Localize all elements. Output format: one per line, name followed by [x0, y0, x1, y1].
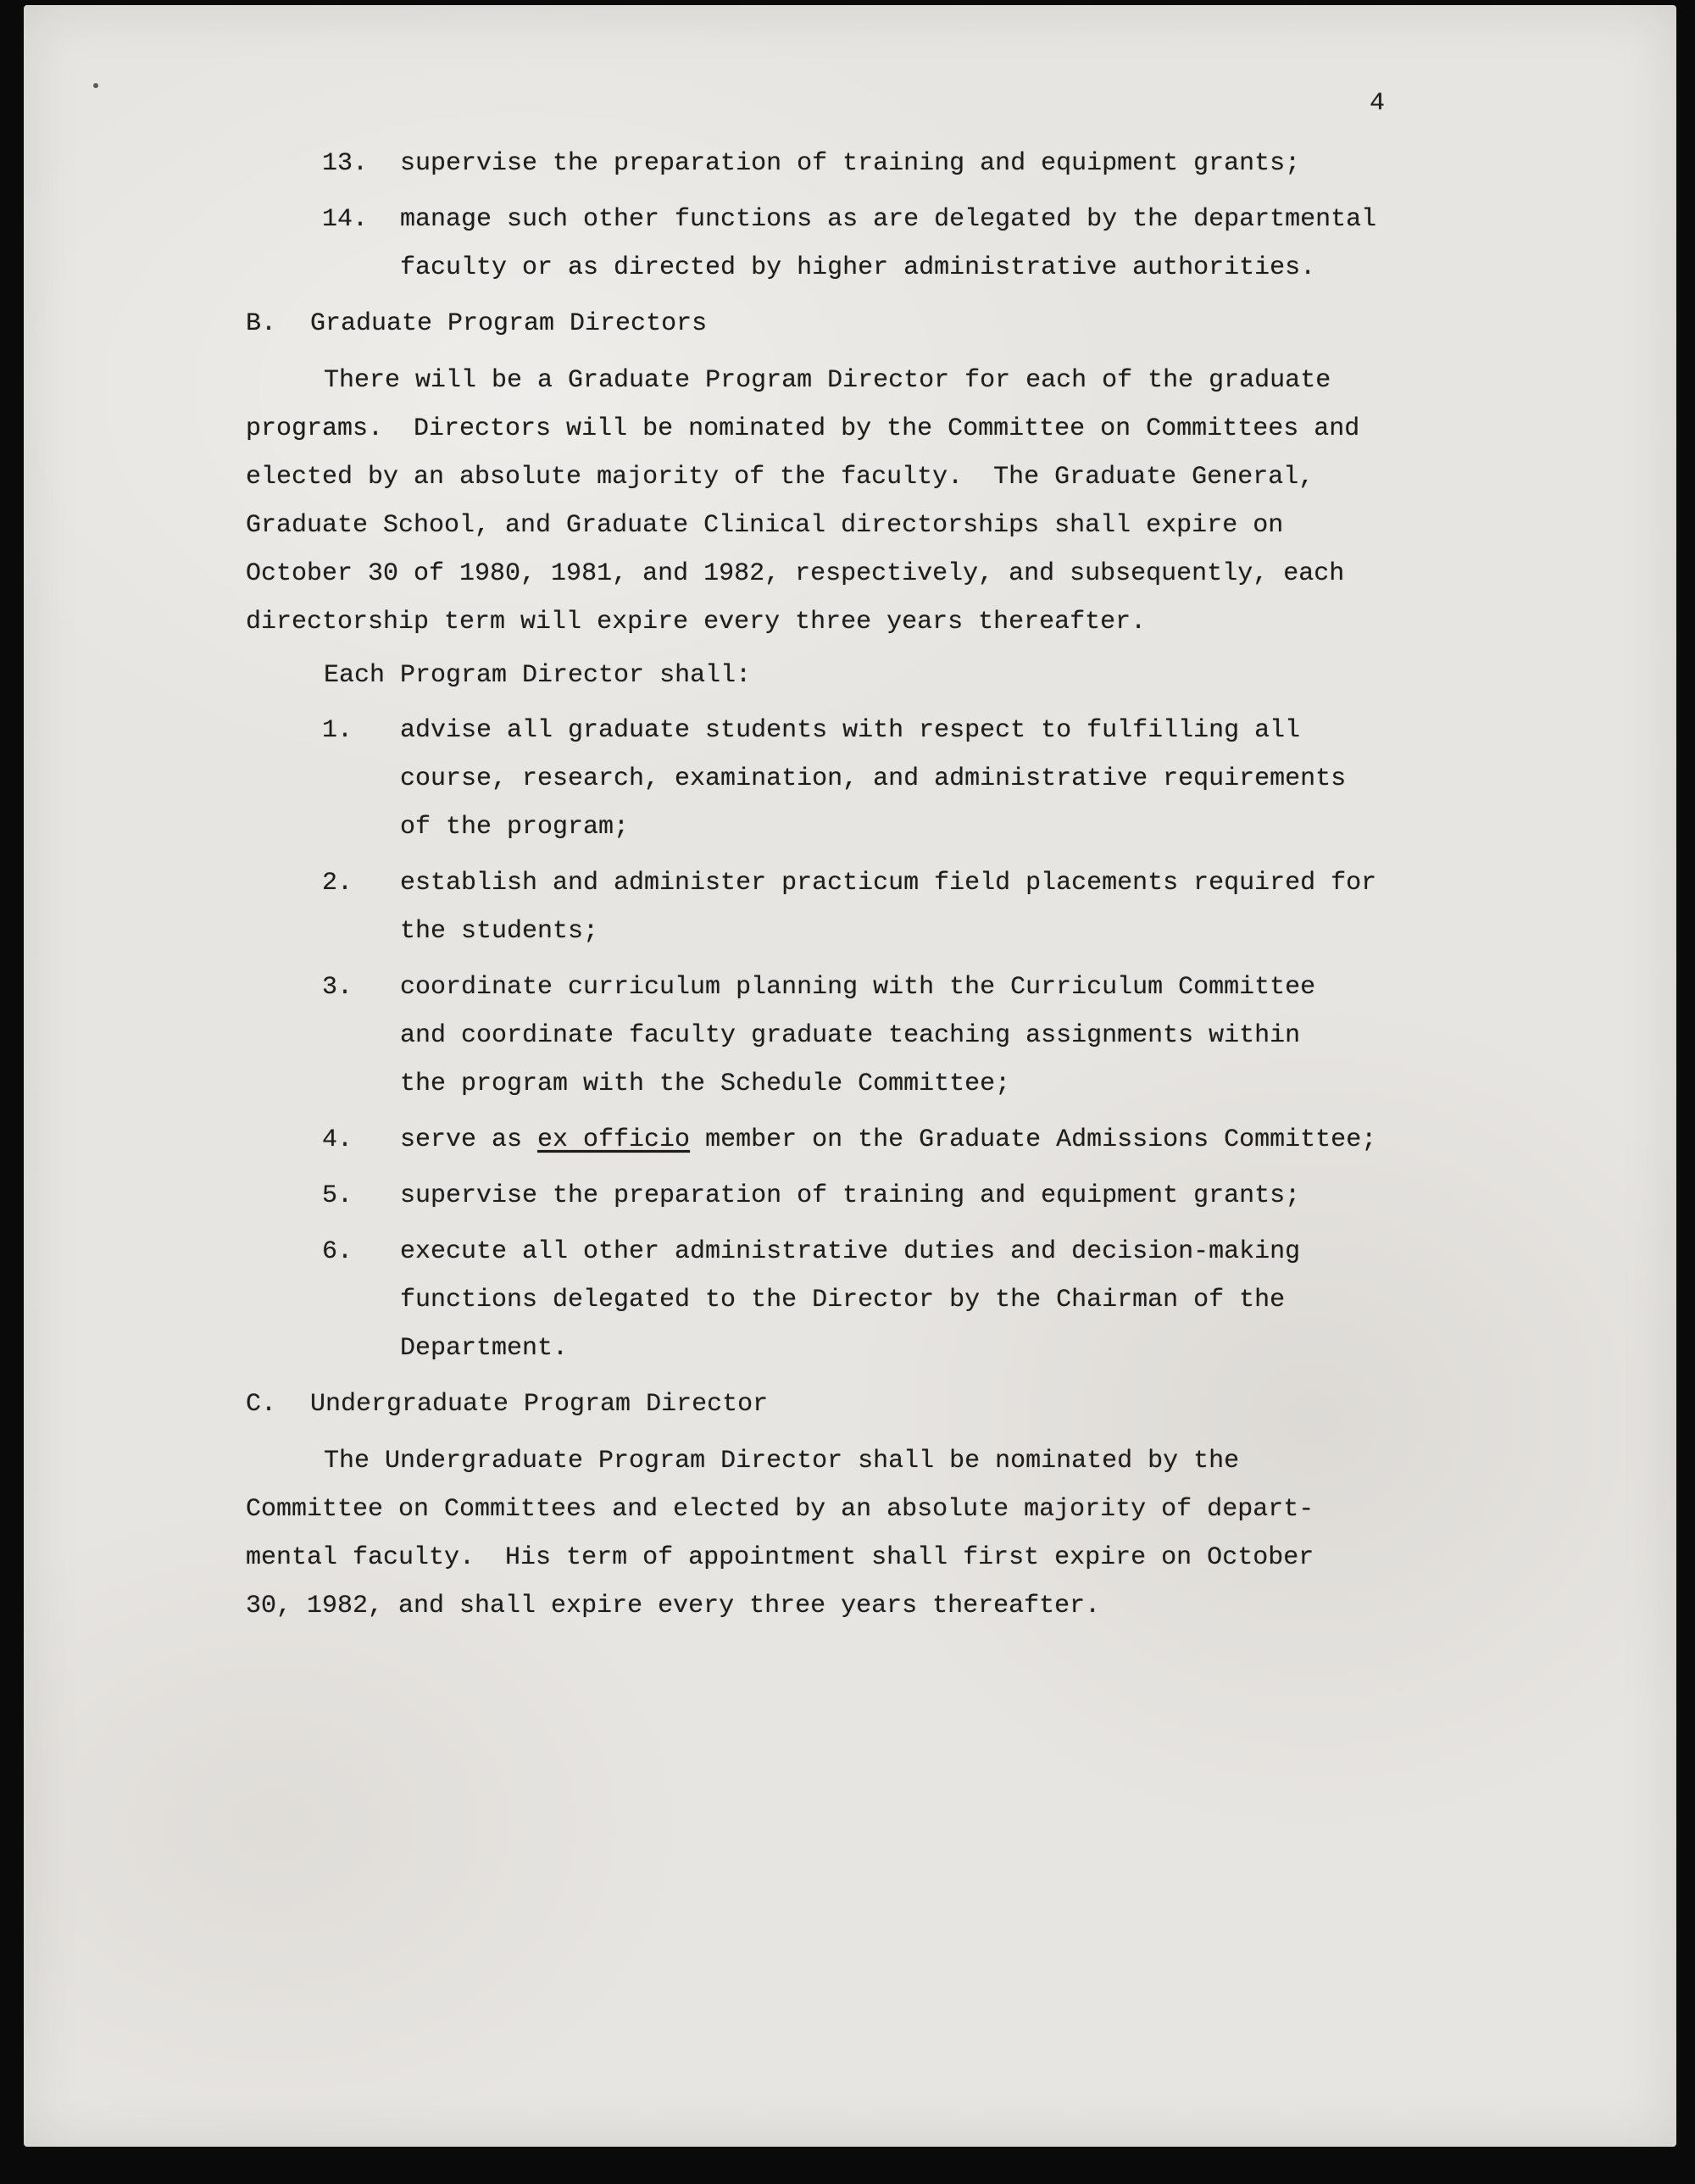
duty-item-3: [322, 964, 1459, 1109]
section-label: B.: [246, 309, 277, 338]
list-item-14: [322, 196, 1459, 292]
paragraph-line: There will be a Graduate Program Director for each of the graduate: [324, 366, 1331, 395]
item-line: [400, 1116, 1459, 1164]
chairman-duties-list: [246, 140, 1459, 292]
section-label: C.: [246, 1390, 277, 1419]
item-number: 4.: [322, 1125, 353, 1154]
item-number: 5.: [322, 1181, 353, 1210]
paragraph-line: October 30 of 1980, 1981, and 1982, respectively, and subsequently, each: [246, 559, 1345, 588]
item-line: advise all graduate students with respect to fulfilling all: [400, 716, 1301, 745]
item-line: execute all other administrative duties and decision-making: [400, 1237, 1301, 1266]
paragraph-line: Committee on Committees and elected by an absolute majority of depart-: [246, 1495, 1314, 1524]
item-line: functions delegated to the Director by the Chairman of the: [400, 1286, 1286, 1314]
item-number: 14.: [322, 205, 369, 234]
item-number: 3.: [322, 973, 353, 1002]
item-number: 2.: [322, 869, 353, 897]
section-title: Undergraduate Program Director: [310, 1390, 769, 1419]
item-text: [400, 859, 1459, 956]
item-text: [400, 964, 1459, 1109]
item-line: the program with the Schedule Committee;: [400, 1070, 1011, 1098]
item-number: 1.: [322, 716, 353, 745]
item-line: of the program;: [400, 813, 630, 842]
item-text: [400, 196, 1459, 292]
duty-item-4: [322, 1116, 1459, 1164]
scan-speck: [93, 83, 98, 88]
item-line: supervise the preparation of training and equipment grants;: [400, 1181, 1301, 1210]
section-title: Graduate Program Directors: [310, 309, 708, 338]
paragraph-line: mental faculty. His term of appointment shall first expire on October: [246, 1543, 1314, 1572]
duty-item-5: [322, 1172, 1459, 1220]
item-line: faculty or as directed by higher administrative authorities.: [400, 253, 1316, 282]
paragraph-line: Graduate School, and Graduate Clinical directorships shall expire on: [246, 511, 1284, 540]
item-line: the students;: [400, 917, 599, 946]
paragraph-line: programs. Directors will be nominated by the Committee on Committees and: [246, 414, 1360, 443]
paragraph-line: 30, 1982, and shall expire every three years thereafter.: [246, 1592, 1101, 1620]
item-line: establish and administer practicum field placements required for: [400, 869, 1377, 897]
lead-in-line: Each Program Director shall:: [324, 661, 752, 690]
item-text: [400, 707, 1459, 852]
document-content: [246, 80, 1459, 1636]
duty-item-6: [322, 1228, 1459, 1373]
item-number: 13.: [322, 149, 369, 178]
paper: [24, 5, 1676, 2147]
duty-text-pre: serve as: [400, 1125, 538, 1154]
paragraph-c: [246, 1437, 1459, 1631]
duty-item-2: [322, 859, 1459, 956]
item-line: course, research, examination, and administrative requirements: [400, 764, 1347, 793]
item-line: manage such other functions as are delegated by the departmental: [400, 205, 1377, 234]
paragraph-line: directorship term will expire every three years thereafter.: [246, 608, 1147, 636]
paragraph-b: [246, 357, 1459, 647]
duty-text-post: member on the Graduate Admissions Committee;: [690, 1125, 1377, 1154]
item-text: [400, 140, 1459, 188]
duty-item-1: [322, 707, 1459, 852]
item-text: [400, 1116, 1459, 1164]
program-director-duties-list: [246, 707, 1459, 1373]
item-line: coordinate curriculum planning with the Curriculum Committee: [400, 973, 1316, 1002]
item-text: [400, 1228, 1459, 1373]
page-number: 4: [1369, 89, 1385, 118]
section-b-heading: [246, 300, 1459, 348]
list-item-13: [322, 140, 1459, 188]
item-text: [400, 1172, 1459, 1220]
duty-text-underlined: ex officio: [537, 1125, 691, 1154]
item-number: 6.: [322, 1237, 353, 1266]
paragraph-line: elected by an absolute majority of the faculty. The Graduate General,: [246, 463, 1314, 492]
item-line: Department.: [400, 1334, 569, 1363]
item-line: supervise the preparation of training and equipment grants;: [400, 149, 1301, 178]
item-line: and coordinate faculty graduate teaching assignments within: [400, 1021, 1301, 1050]
paragraph-line: The Undergraduate Program Director shall be nominated by the: [324, 1447, 1240, 1475]
section-c-heading: [246, 1381, 1459, 1429]
